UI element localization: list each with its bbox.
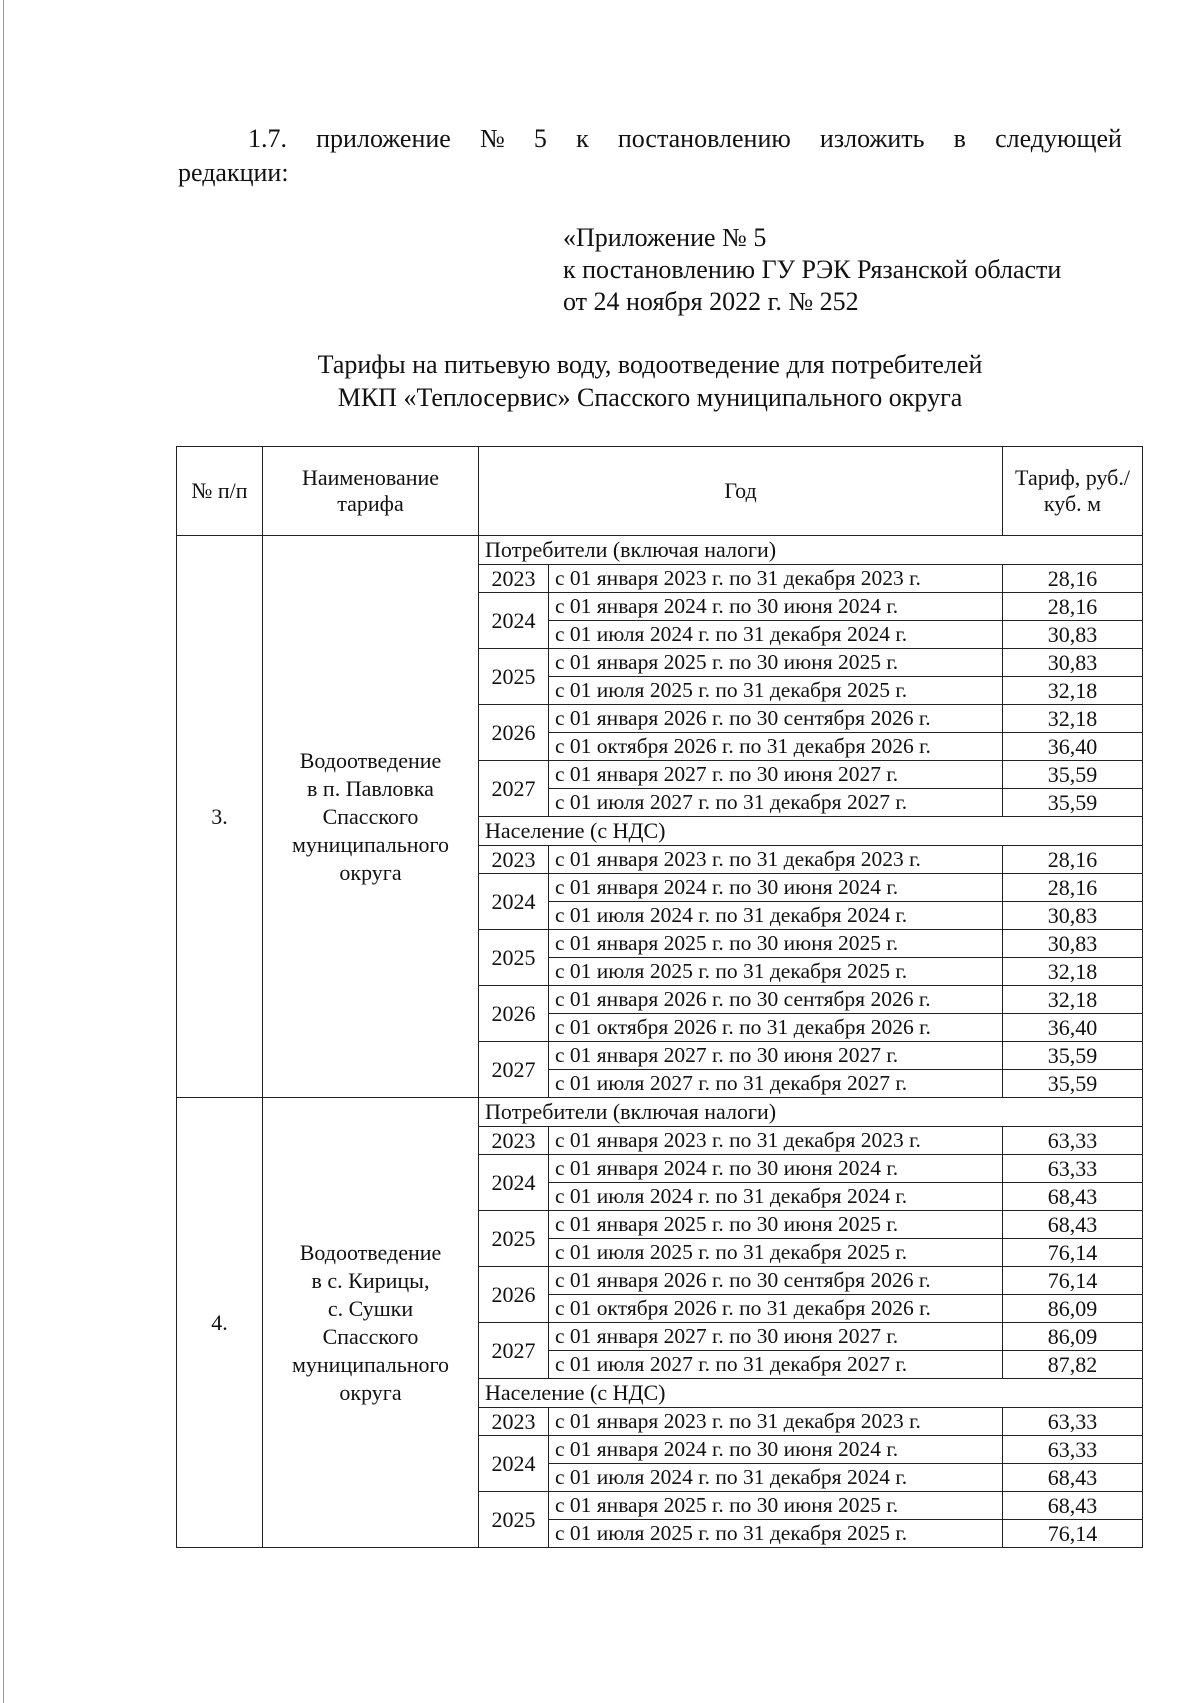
period-cell: с 01 июля 2027 г. по 31 декабря 2027 г. (549, 789, 1003, 817)
tariff-name-line: Водоотведение (299, 747, 442, 773)
tariff-value-cell: 30,83 (1003, 930, 1143, 958)
tariff-value-cell: 36,40 (1003, 733, 1143, 761)
consumer-group-label: Население (с НДС) (479, 817, 1143, 846)
intro-word: в (953, 124, 966, 153)
scan-margin-line (3, 0, 4, 1703)
year-cell: 2023 (479, 1127, 549, 1155)
year-cell: 2027 (479, 1323, 549, 1379)
tariff-name-line: с. Сушки (327, 1295, 414, 1321)
tariff-value-cell: 68,43 (1003, 1211, 1143, 1239)
period-cell: с 01 января 2026 г. по 30 сентября 2026 г. (549, 1267, 1003, 1295)
year-cell: 2023 (479, 565, 549, 593)
intro-word: приложение (316, 124, 451, 153)
period-cell: с 01 июля 2024 г. по 31 декабря 2024 г. (549, 902, 1003, 930)
intro-word: 5 (533, 124, 547, 153)
period-cell: с 01 июля 2025 г. по 31 декабря 2025 г. (549, 1239, 1003, 1267)
table-header-row (177, 447, 1143, 536)
period-cell: с 01 июля 2025 г. по 31 декабря 2025 г. (549, 1520, 1003, 1548)
year-cell: 2023 (479, 1408, 549, 1436)
consumer-group-label: Потребители (включая налоги) (479, 536, 1143, 565)
tariff-value-cell: 63,33 (1003, 1436, 1143, 1464)
period-cell: с 01 января 2024 г. по 30 июня 2024 г. (549, 593, 1003, 621)
intro-word: к (576, 124, 589, 153)
consumer-group-label: Потребители (включая налоги) (479, 1098, 1143, 1127)
year-cell: 2024 (479, 874, 549, 930)
year-cell: 2025 (479, 1492, 549, 1548)
tariff-name-line: в п. Павловка (307, 775, 434, 801)
period-cell: с 01 января 2027 г. по 30 июня 2027 г. (549, 1323, 1003, 1351)
tariff-name-line: Спасского (322, 803, 419, 829)
group-row (177, 536, 1143, 565)
title-line-2: МКП «Теплосервис» Спасского муниципального округа (337, 383, 963, 412)
header-year: Год (479, 447, 1003, 536)
intro-word: следующей (995, 124, 1122, 153)
tariff-value-cell: 30,83 (1003, 902, 1143, 930)
tariff-name-line: муниципального (291, 831, 449, 857)
tariff-value-cell: 32,18 (1003, 958, 1143, 986)
tariff-value-cell: 68,43 (1003, 1183, 1143, 1211)
year-cell: 2025 (479, 649, 549, 705)
year-cell: 2027 (479, 761, 549, 817)
tariff-value-cell: 32,18 (1003, 705, 1143, 733)
tariff-value-cell: 28,16 (1003, 846, 1143, 874)
tariff-value-cell: 68,43 (1003, 1492, 1143, 1520)
tariff-value-cell: 35,59 (1003, 1042, 1143, 1070)
period-cell: с 01 июля 2024 г. по 31 декабря 2024 г. (549, 621, 1003, 649)
tariff-value-cell: 86,09 (1003, 1295, 1143, 1323)
tariff-value-cell: 28,16 (1003, 593, 1143, 621)
tariff-value-cell: 63,33 (1003, 1155, 1143, 1183)
tariff-value-cell: 35,59 (1003, 761, 1143, 789)
period-cell: с 01 июля 2027 г. по 31 декабря 2027 г. (549, 1351, 1003, 1379)
tariff-name-line: округа (339, 859, 402, 885)
period-cell: с 01 января 2024 г. по 30 июня 2024 г. (549, 1436, 1003, 1464)
appendix-line-1: «Приложение № 5 (563, 223, 767, 252)
intro-word: изложить (819, 124, 925, 153)
period-cell: с 01 октября 2026 г. по 31 декабря 2026 г. (549, 1295, 1003, 1323)
tariff-value-cell: 30,83 (1003, 649, 1143, 677)
tariff-value-cell: 76,14 (1003, 1520, 1143, 1548)
tariff-value-cell: 36,40 (1003, 1014, 1143, 1042)
period-cell: с 01 января 2023 г. по 31 декабря 2023 г. (549, 1408, 1003, 1436)
header-num: № п/п (177, 447, 263, 536)
tariff-name-line: в с. Кирицы, (311, 1267, 430, 1293)
section-number: 4. (177, 1098, 263, 1548)
year-cell: 2024 (479, 1436, 549, 1492)
appendix-line-2: к постановлению ГУ РЭК Рязанской области (563, 255, 1062, 284)
tariff-value-cell: 86,09 (1003, 1323, 1143, 1351)
header-tariff: Тариф, руб./куб. м (1003, 447, 1143, 536)
period-cell: с 01 июля 2024 г. по 31 декабря 2024 г. (549, 1464, 1003, 1492)
tariff-name-line: Водоотведение (299, 1239, 442, 1265)
tariff-value-cell: 76,14 (1003, 1267, 1143, 1295)
period-cell: с 01 января 2025 г. по 30 июня 2025 г. (549, 1492, 1003, 1520)
tariff-name-line: муниципального (291, 1351, 449, 1377)
period-cell: с 01 июля 2025 г. по 31 декабря 2025 г. (549, 677, 1003, 705)
period-cell: с 01 июля 2027 г. по 31 декабря 2027 г. (549, 1070, 1003, 1098)
period-cell: с 01 октября 2026 г. по 31 декабря 2026 г. (549, 733, 1003, 761)
year-cell: 2026 (479, 986, 549, 1042)
period-cell: с 01 января 2027 г. по 30 июня 2027 г. (549, 1042, 1003, 1070)
tariff-value-cell: 30,83 (1003, 621, 1143, 649)
appendix-reference (563, 222, 1061, 318)
intro-word: № (479, 124, 505, 153)
appendix-line-3: от 24 ноября 2022 г. № 252 (563, 287, 859, 316)
period-cell: с 01 января 2025 г. по 30 июня 2025 г. (549, 1211, 1003, 1239)
period-cell: с 01 января 2023 г. по 31 декабря 2023 г. (549, 1127, 1003, 1155)
year-cell: 2026 (479, 705, 549, 761)
period-cell: с 01 июля 2025 г. по 31 декабря 2025 г. (549, 958, 1003, 986)
tariff-name-line: округа (339, 1379, 402, 1405)
year-cell: 2024 (479, 593, 549, 649)
tariff-value-cell: 63,33 (1003, 1408, 1143, 1436)
tariff-table (176, 446, 1143, 1548)
period-cell: с 01 января 2024 г. по 30 июня 2024 г. (549, 874, 1003, 902)
period-cell: с 01 января 2026 г. по 30 сентября 2026 г. (549, 986, 1003, 1014)
tariff-value-cell: 76,14 (1003, 1239, 1143, 1267)
intro-line-2: редакции: (178, 158, 289, 187)
intro-paragraph (178, 122, 1122, 190)
period-cell: с 01 января 2023 г. по 31 декабря 2023 г. (549, 846, 1003, 874)
tariff-name-line: Спасского (322, 1323, 419, 1349)
header-name: Наименование тарифа (263, 447, 479, 536)
period-cell: с 01 января 2026 г. по 30 сентября 2026 г. (549, 705, 1003, 733)
tariff-value-cell: 87,82 (1003, 1351, 1143, 1379)
tariff-value-cell: 32,18 (1003, 986, 1143, 1014)
tariff-value-cell: 28,16 (1003, 565, 1143, 593)
tariff-value-cell: 68,43 (1003, 1464, 1143, 1492)
year-cell: 2025 (479, 930, 549, 986)
year-cell: 2026 (479, 1267, 549, 1323)
year-cell: 2024 (479, 1155, 549, 1211)
period-cell: с 01 января 2023 г. по 31 декабря 2023 г. (549, 565, 1003, 593)
tariff-value-cell: 32,18 (1003, 677, 1143, 705)
period-cell: с 01 января 2024 г. по 30 июня 2024 г. (549, 1155, 1003, 1183)
intro-word: 1.7. (248, 124, 287, 153)
period-cell: с 01 января 2025 г. по 30 июня 2025 г. (549, 930, 1003, 958)
document-title (178, 348, 1122, 414)
intro-word: постановлению (617, 124, 791, 153)
year-cell: 2025 (479, 1211, 549, 1267)
group-row (177, 1098, 1143, 1127)
year-cell: 2027 (479, 1042, 549, 1098)
section-number: 3. (177, 536, 263, 1098)
period-cell: с 01 января 2027 г. по 30 июня 2027 г. (549, 761, 1003, 789)
tariff-name (263, 536, 479, 1098)
consumer-group-label: Население (с НДС) (479, 1379, 1143, 1408)
tariff-value-cell: 28,16 (1003, 874, 1143, 902)
table-body (177, 536, 1143, 1548)
title-line-1: Тарифы на питьевую воду, водоотведение для потребителей (317, 350, 983, 379)
period-cell: с 01 октября 2026 г. по 31 декабря 2026 г. (549, 1014, 1003, 1042)
period-cell: с 01 января 2025 г. по 30 июня 2025 г. (549, 649, 1003, 677)
year-cell: 2023 (479, 846, 549, 874)
intro-line-1 (178, 122, 1122, 156)
tariff-value-cell: 35,59 (1003, 1070, 1143, 1098)
period-cell: с 01 июля 2024 г. по 31 декабря 2024 г. (549, 1183, 1003, 1211)
tariff-value-cell: 63,33 (1003, 1127, 1143, 1155)
tariff-name (263, 1098, 479, 1548)
tariff-value-cell: 35,59 (1003, 789, 1143, 817)
